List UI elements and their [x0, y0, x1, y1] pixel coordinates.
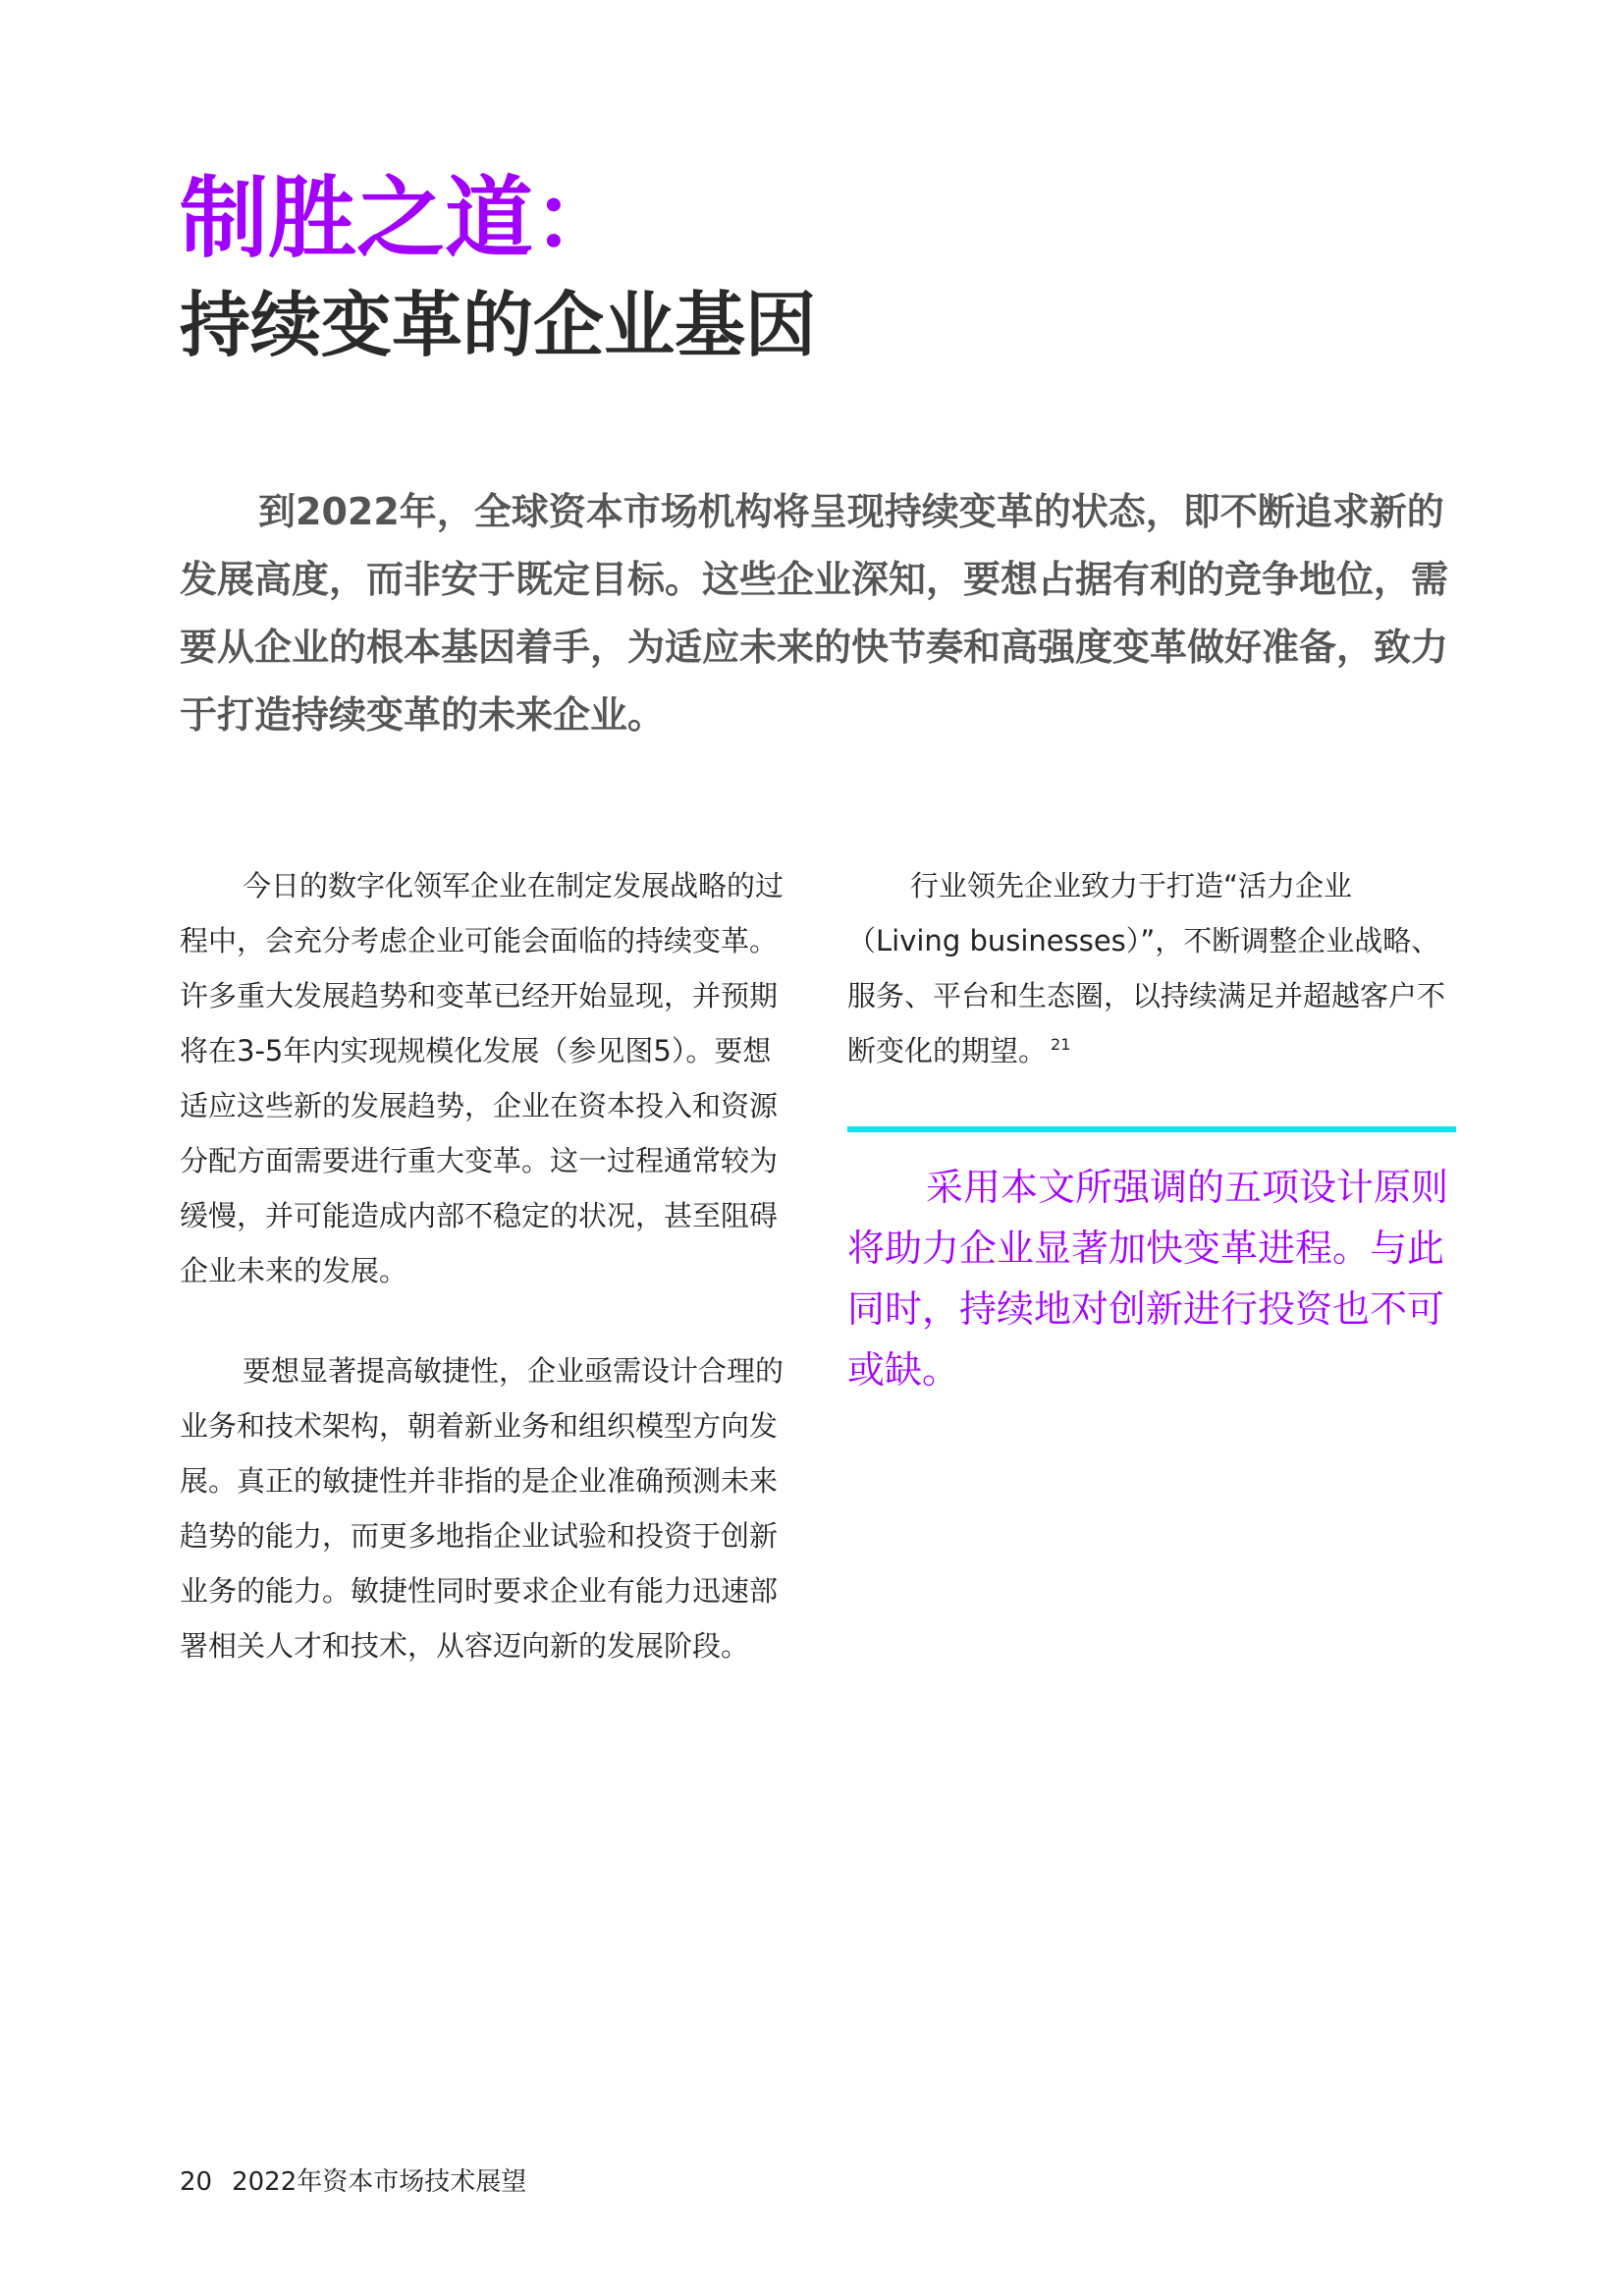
left-paragraph-1: 今日的数字化领军企业在制定发展战略的过程中，会充分考虑企业可能会面临的持续变革。许多重大发展趋势和变革已经开始显现，并预期将在3-5年内实现规模化发展（参见图5）。要想适应这些新的发展趋势，企业在资本投入和资源分配方面需要进行重大变革。这一过程通常较为缓慢，并可能造成内部不稳定的状况，甚至阻碍企业未来的发展。 [180, 869, 784, 1287]
right-paragraph-1-text: 行业领先企业致力于打造“活力企业（Living businesses）”，不断调整企业战略、服务、平台和生态圈，以持续满足并超越客户不断变化的期望。 [847, 869, 1446, 1067]
right-column [847, 858, 1456, 1078]
page-number: 20 [180, 2167, 213, 2197]
title-line-1: 制胜之道： [180, 167, 622, 270]
footnote-reference[interactable]: 21 [1051, 1035, 1071, 1055]
right-paragraph-1 [847, 858, 1456, 1078]
publication-title: 2022年资本市场技术展望 [232, 2167, 527, 2197]
pull-quote: 采用本文所强调的五项设计原则将助力企业显著加快变革进程。与此同时，持续地对创新进行投资也不可或缺。 [847, 1166, 1449, 1392]
lead-paragraph: 到2022年，全球资本市场机构将呈现持续变革的状态，即不断追求新的发展高度，而非安于既定目标。这些企业深知，要想占据有利的竞争地位，需要从企业的根本基因着手，为适应未来的快节奏和高强度变革做好准备，致力于打造持续变革的未来企业。 [180, 490, 1449, 737]
callout-divider [847, 1126, 1456, 1132]
title-line-2: 持续变革的企业基因 [180, 284, 817, 366]
left-column [180, 858, 788, 1673]
left-paragraph-2: 要想显著提高敏捷性，企业亟需设计合理的业务和技术架构，朝着新业务和组织模型方向发展。真正的敏捷性并非指的是企业准确预测未来趋势的能力，而更多地指企业试验和投资于创新业务的能力。敏捷性同时要求企业有能力迅速部署相关人才和技术，从容迈向新的发展阶段。 [180, 1354, 784, 1663]
page-footer [180, 2164, 526, 2200]
